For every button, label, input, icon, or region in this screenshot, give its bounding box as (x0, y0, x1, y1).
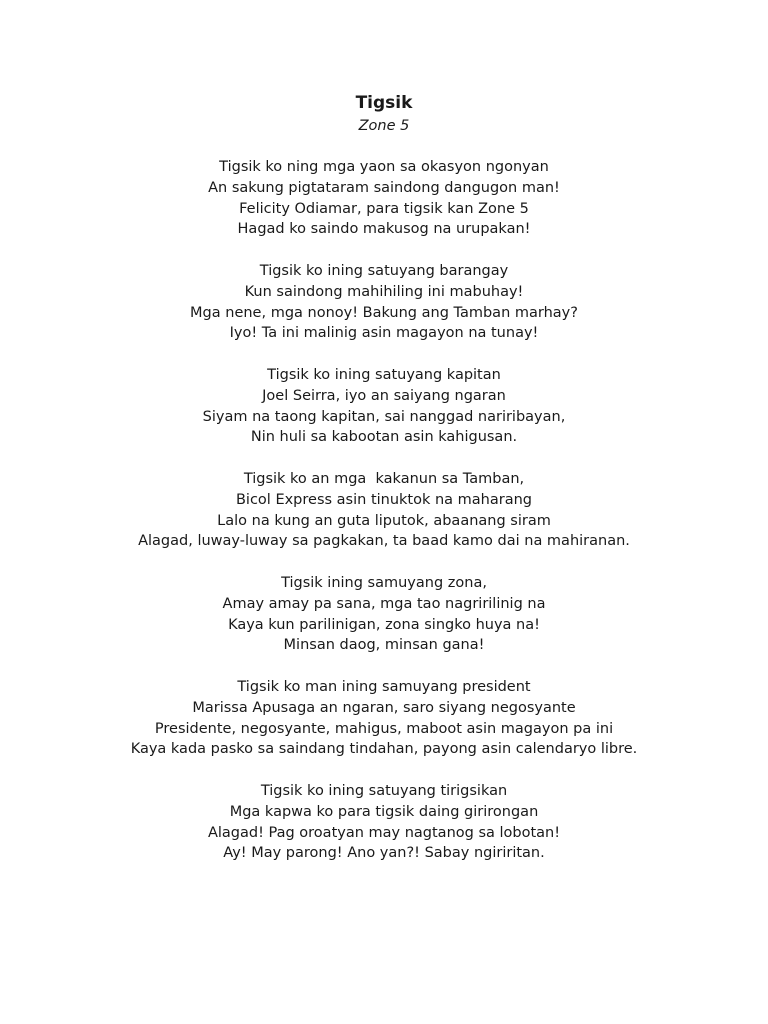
poem-line: Tigsik ko ining satuyang tirigsikan (260, 782, 508, 799)
poem-line: Mga nene, mga nonoy! Bakung ang Tamban marhay? (190, 304, 578, 321)
poem-line: Minsan daog, minsan gana! (283, 637, 485, 654)
poem-line: Lalo na kung an guta liputok, abaanang siram (217, 512, 551, 529)
stanza (0, 365, 768, 448)
poem-subtitle: Zone 5 (358, 118, 410, 134)
poem-line: Siyam na taong kapitan, sai nanggad nariribayan, (202, 408, 566, 425)
poem-line: Kun saindong mahihiling ini mabuhay! (244, 283, 524, 300)
poem-line: Alagad, luway-luway sa pagkakan, ta baad kamo dai na mahiranan. (138, 533, 630, 550)
poem-line: Mga kapwa ko para tigsik daing girirongan (229, 803, 539, 820)
poem-line: Tigsik ko an mga kakanun sa Tamban, (243, 470, 525, 487)
poem-line: Felicity Odiamar, para tigsik kan Zone 5 (239, 200, 529, 217)
poem-line: Tigsik ko man ining samuyang president (237, 678, 531, 695)
poem-line: Amay amay pa sana, mga tao nagririlinig na (222, 595, 546, 612)
poem-body (0, 157, 768, 885)
poem-line: Nin huli sa kabootan asin kahigusan. (250, 429, 518, 446)
poem-line: Joel Seirra, iyo an saiyang ngaran (262, 387, 506, 404)
poem-line: Tigsik ko ining satuyang barangay (259, 262, 509, 279)
poem-line: Ay! May parong! Ano yan?! Sabay ngiriritan. (223, 845, 545, 862)
stanza (0, 677, 768, 760)
poem-line: Iyo! Ta ini malinig asin magayon na tunay! (229, 325, 539, 342)
poem-line: Tigsik ining samuyang zona, (281, 574, 487, 591)
poem-line: Presidente, negosyante, mahigus, maboot asin magayon pa ini (154, 720, 614, 737)
stanza (0, 469, 768, 552)
poem-line: Bicol Express asin tinuktok na maharang (235, 491, 533, 508)
poem-title: Tigsik (355, 93, 413, 113)
poem-line: Hagad ko saindo makusog na urupakan! (237, 221, 531, 238)
poem-line: Tigsik ko ining satuyang kapitan (267, 366, 501, 383)
poem-line: An sakung pigtataram saindong dangugon man! (208, 179, 560, 196)
stanza (0, 781, 768, 864)
poem-line: Kaya kada pasko sa saindang tindahan, payong asin calendaryo libre. (130, 741, 638, 758)
stanza (0, 573, 768, 656)
poem-line: Marissa Apusaga an ngaran, saro siyang negosyante (192, 699, 576, 716)
stanza (0, 261, 768, 344)
poem-line: Tigsik ko ning mga yaon sa okasyon ngonyan (219, 159, 549, 175)
stanza (0, 157, 768, 240)
poem-line: Kaya kun parilinigan, zona singko huya na! (228, 616, 540, 633)
poem-line: Alagad! Pag oroatyan may nagtanog sa lobotan! (207, 824, 561, 841)
